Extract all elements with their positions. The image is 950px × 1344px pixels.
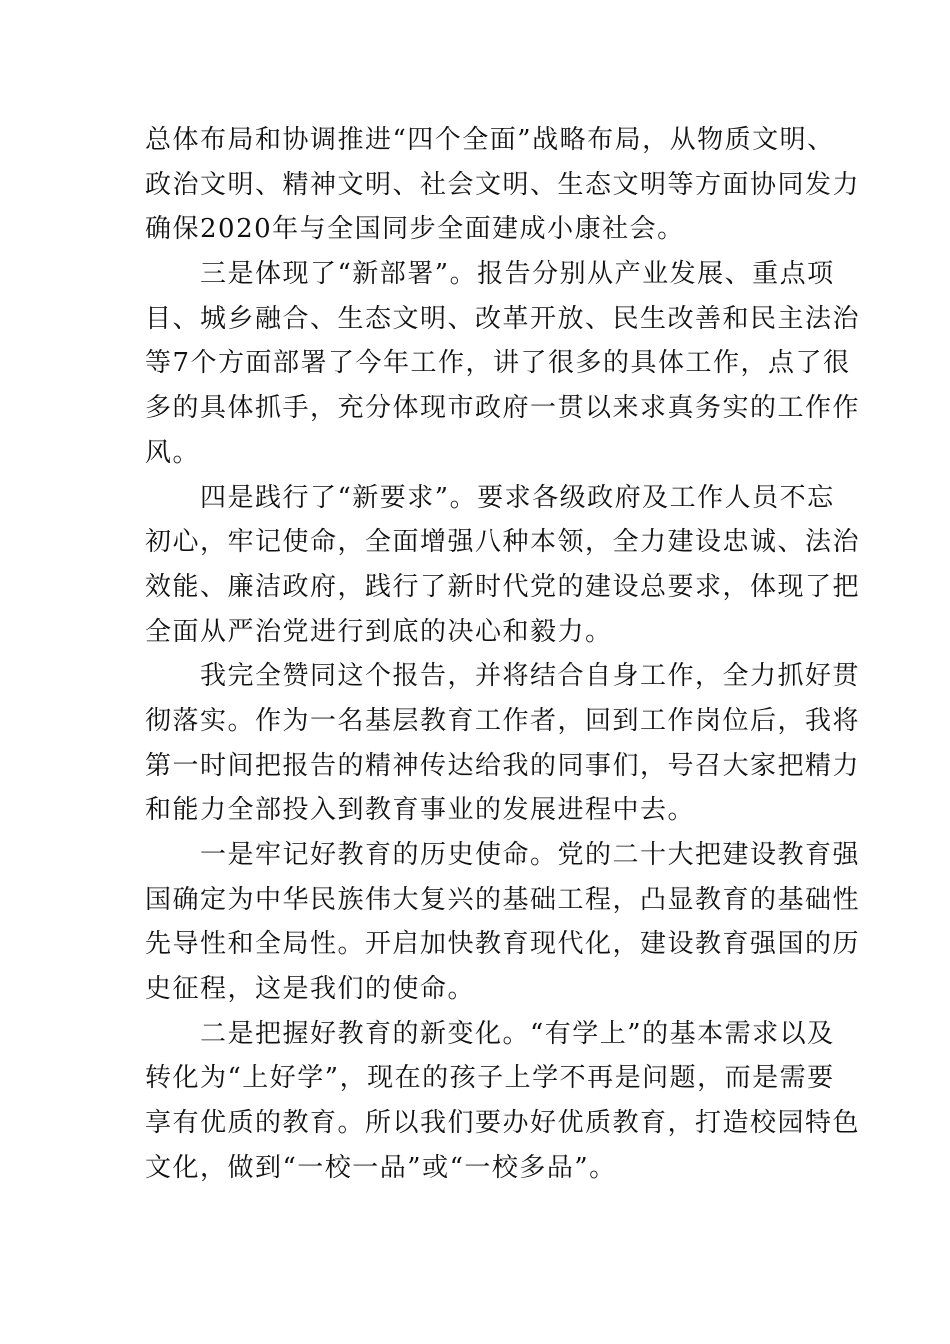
text-line: 享有优质的教育。所以我们要办好优质教育，打造校园特色 xyxy=(145,1108,861,1139)
text-line: 初心，牢记使命，全面增强八种本领，全力建设忠诚、法治 xyxy=(145,527,861,558)
text-line: 先导性和全局性。开启加快教育现代化，建设教育强国的历 xyxy=(145,929,861,960)
text-line: 文化，做到“一校一品”或“一校多品”。 xyxy=(145,1152,617,1183)
text-line: 全面从严治党进行到底的决心和毅力。 xyxy=(145,616,613,647)
text-line: 转化为“上好学”，现在的孩子上学不再是问题，而是需要 xyxy=(145,1063,835,1094)
text-line: 确保2020年与全国同步全面建成小康社会。 xyxy=(145,214,685,245)
text-line: 和能力全部投入到教育事业的发展进程中去。 xyxy=(145,795,696,826)
text-line: 总体布局和协调推进“四个全面”战略布局，从物质文明、 xyxy=(145,125,835,155)
text-line: 国确定为中华民族伟大复兴的基础工程，凸显教育的基础性 xyxy=(145,884,861,915)
text-line: 史征程，这是我们的使命。 xyxy=(145,974,476,1005)
text-line: 风。 xyxy=(145,437,201,468)
text-line: 效能、廉洁政府，践行了新时代党的建设总要求，体现了把 xyxy=(145,571,861,602)
paragraph-first-line: 我完全赞同这个报告，并将结合自身工作，全力抓好贯 xyxy=(200,661,861,692)
document-page xyxy=(145,118,861,1191)
text-line: 多的具体抓手，充分体现市政府一贯以来求真务实的工作作 xyxy=(145,393,861,424)
paragraph-first-line: 三是体现了“新部署”。报告分别从产业发展、重点项 xyxy=(200,259,835,290)
paragraph-first-line: 四是践行了“新要求”。要求各级政府及工作人员不忘 xyxy=(200,482,835,513)
text-line: 第一时间把报告的精神传达给我的同事们，号召大家把精力 xyxy=(145,750,861,781)
text-line: 政治文明、精神文明、社会文明、生态文明等方面协同发力 xyxy=(145,169,861,200)
text-line: 彻落实。作为一名基层教育工作者，回到工作岗位后，我将 xyxy=(145,705,861,736)
paragraph-first-line: 一是牢记好教育的历史使命。党的二十大把建设教育强 xyxy=(200,840,861,870)
text-line: 等7个方面部署了今年工作，讲了很多的具体工作，点了很 xyxy=(145,348,851,379)
paragraph-first-line: 二是把握好教育的新变化。“有学上”的基本需求以及 xyxy=(200,1018,835,1049)
text-line: 目、城乡融合、生态文明、改革开放、民生改善和民主法治 xyxy=(145,303,861,334)
